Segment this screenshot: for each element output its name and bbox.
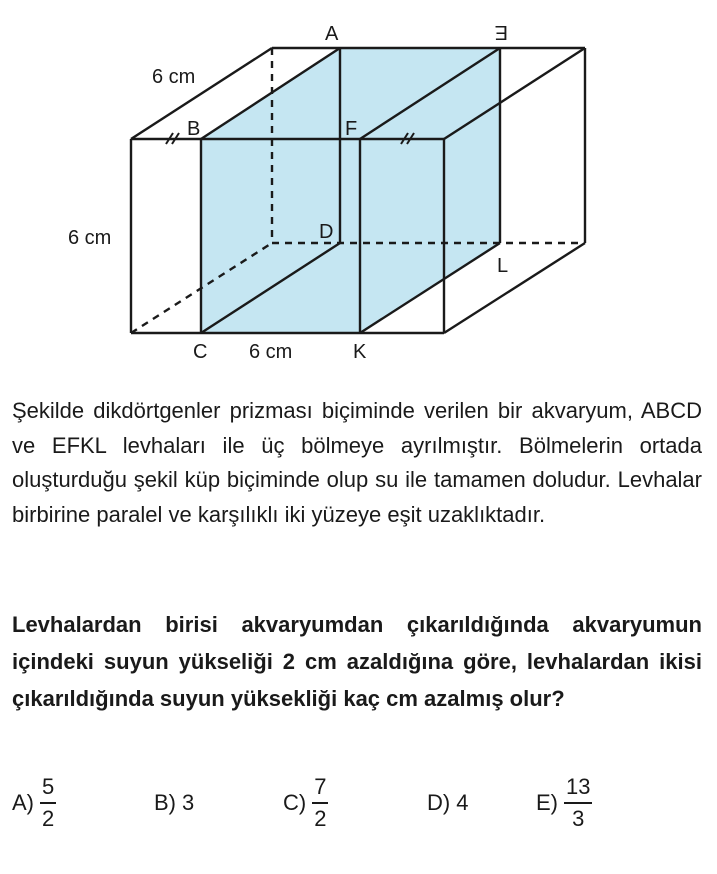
vertex-label-b: B [187, 118, 201, 140]
option-e-letter: E) [536, 790, 558, 815]
dimension-bottom: 6 cm [249, 341, 293, 363]
vertex-label-d: D [319, 221, 334, 243]
option-c[interactable] [283, 772, 328, 834]
option-c-denominator: 2 [314, 806, 327, 831]
option-b-letter: B) [154, 790, 176, 815]
option-a-numerator: 5 [40, 774, 56, 804]
option-b-value: 3 [182, 790, 195, 815]
problem-statement: Şekilde dikdörtgenler prizması biçiminde verilen bir akvaryum, ABCD ve EFKL levhaları ile üç bölmeye ayrılmıştır. Bölmelerin ortada oluşturduğu şekil küp biçiminde olup su ile tamamen doludur. Levhalar birbirine paralel ve karşılıklı iki yüzeye eşit uzaklıktadır. [12, 398, 702, 527]
option-e-denominator: 3 [572, 806, 585, 831]
option-e-numerator: 13 [564, 774, 592, 804]
aquarium-figure [0, 0, 717, 380]
option-d-value: 4 [456, 790, 469, 815]
vertex-label-c: C [193, 341, 208, 363]
vertex-label-f: F [345, 118, 358, 140]
vertex-label-l: L [497, 255, 509, 277]
dimension-top: 6 cm [152, 66, 196, 88]
option-a-fraction [40, 774, 56, 832]
water-front [201, 139, 360, 333]
question-text: Levhalardan birisi akvaryumdan çıkarıldığında akvaryumun içindeki suyun yükseliği 2 cm azaldığına göre, levhalardan ikisi çıkarıldığında suyun yüksekliği kaç cm azalmış olur? [12, 612, 702, 711]
option-e-fraction [564, 774, 592, 832]
option-c-numerator: 7 [312, 774, 328, 804]
vertex-label-e: E [494, 21, 508, 43]
option-c-letter: C) [283, 790, 307, 815]
option-b[interactable] [154, 772, 194, 834]
option-d[interactable] [427, 772, 468, 834]
vertex-label-k: K [353, 341, 367, 363]
option-a-letter: A) [12, 790, 34, 815]
option-a-denominator: 2 [42, 806, 55, 831]
dimension-left: 6 cm [68, 227, 112, 249]
option-e[interactable] [536, 772, 592, 834]
option-c-fraction [312, 774, 328, 832]
option-d-letter: D) [427, 790, 451, 815]
option-a[interactable] [12, 772, 56, 834]
vertex-label-a: A [325, 23, 339, 45]
